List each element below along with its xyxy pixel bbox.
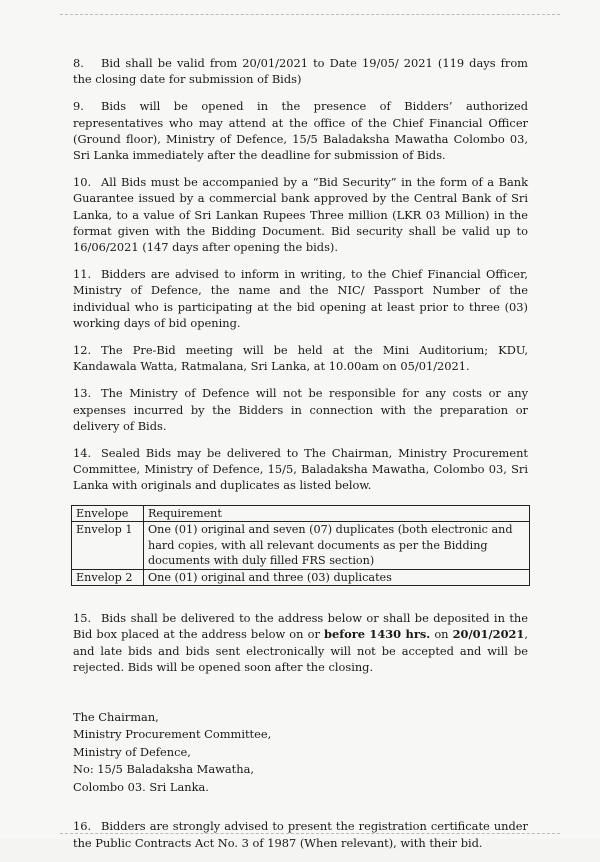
page-bottom-edge [60,833,560,834]
paragraph-text: All Bids must be accompanied by a “Bid Security” in the form of a Bank Guarantee issued by a commercial bank approved by the Central Bank of Sri Lanka, to a value of Sri Lankan Rupees Three million (LKR 03 Million) in the format given with the Bidding Document. Bid security shall be valid up to 16/06/2021 (147 days after opening the bids). [73,175,528,255]
paragraph-16 [73,818,528,850]
table-cell-requirement: One (01) original and three (03) duplicates [144,569,530,586]
numbered-paragraph [73,342,528,374]
numbered-paragraph [73,98,528,163]
numbered-paragraph [73,55,528,87]
paragraph-text: Bid shall be valid from 20/01/2021 to Date 19/05/ 2021 (119 days from the closing date for submission of Bids) [73,56,528,87]
paragraph-text: , and late bids and bids sent electronically will not be accepted and will be rejected. Bids will be opened soon after the closing. [73,627,528,674]
envelope-table [71,505,530,587]
address-line: No: 15/5 Baladaksha Mawatha, [73,762,254,777]
paragraph-text: Bids will be opened in the presence of Bidders’ authorized representatives who may attend at the office of the Chief Financial Officer (Ground floor), Ministry of Defence, 15/5 Baladaksha Mawatha Colombo 03, Sri Lanka immediately after the deadline for submission of Bids. [73,99,528,163]
address-line: The Chairman, [73,709,159,724]
table-header-row [72,505,530,522]
numbered-paragraph [73,266,528,331]
paragraph-text: The Ministry of Defence will not be responsible for any costs or any expenses incurred by the Bidders in connection with the preparation or delivery of Bids. [73,386,528,433]
paragraph-text: Bidders are strongly advised to present the registration certificate under the Public Contracts Act No. 3 of 1987 (When relevant), with their bid. [73,819,528,850]
address-line: Colombo 03. Sri Lanka. [73,779,209,794]
table-cell-requirement: One (01) original and seven (07) duplicates (both electronic and hard copies, with all relevant documents as per the Bidding documents with duly filled FRS section) [144,522,530,570]
deadline-date: 20/01/2021 [452,627,525,642]
deadline-time: before 1430 hrs. [324,627,431,642]
paragraph-number: 9. [73,99,84,114]
paragraph-number: 13. [73,386,92,401]
page-top-edge [60,14,560,15]
table-cell-envelope: Envelop 1 [72,522,144,570]
table-row [72,522,530,570]
paragraph-number: 15. [73,611,92,626]
table-cell-envelope: Envelop 2 [72,569,144,586]
paragraph-text: The Pre-Bid meeting will be held at the Mini Auditorium; KDU, Kandawala Watta, Ratmalana, Sri Lanka, at 10.00am on 05/01/2021. [73,343,528,374]
delivery-address [73,709,528,797]
paragraph-text: Bids shall be delivered to the address below or shall be deposited in the Bid box placed at the address below on or [73,611,528,642]
paragraph-number: 14. [73,446,92,461]
paragraph-number: 16. [73,819,92,834]
numbered-paragraph [73,385,528,434]
paragraph-text: Sealed Bids may be delivered to The Chairman, Ministry Procurement Committee, Ministry of Defence, 15/5, Baladaksha Mawatha, Colombo 03, Sri Lanka with originals and duplicates as listed below. [73,446,528,493]
document-body [73,55,528,862]
table-header-requirement: Requirement [144,505,530,522]
numbered-paragraph [73,445,528,494]
table-row [72,569,530,586]
paragraph-15 [73,610,528,675]
paragraph-number: 12. [73,343,92,358]
paragraph-number: 10. [73,175,92,190]
table-header-envelope: Envelope [72,505,144,522]
paragraph-number: 8. [73,56,84,70]
paragraph-text: on [430,627,453,642]
paragraph-text: Bidders are advised to inform in writing, to the Chief Financial Officer, Ministry of Defence, the name and the NIC/ Passport Number of the individual who is participating at the bid opening at least prior to three (03) working days of bid opening. [73,267,528,330]
address-line: Ministry Procurement Committee, [73,727,272,742]
paragraph-number: 11. [73,267,92,282]
numbered-paragraphs [73,55,528,494]
numbered-paragraph [73,174,528,255]
address-line: Ministry of Defence, [73,744,191,759]
